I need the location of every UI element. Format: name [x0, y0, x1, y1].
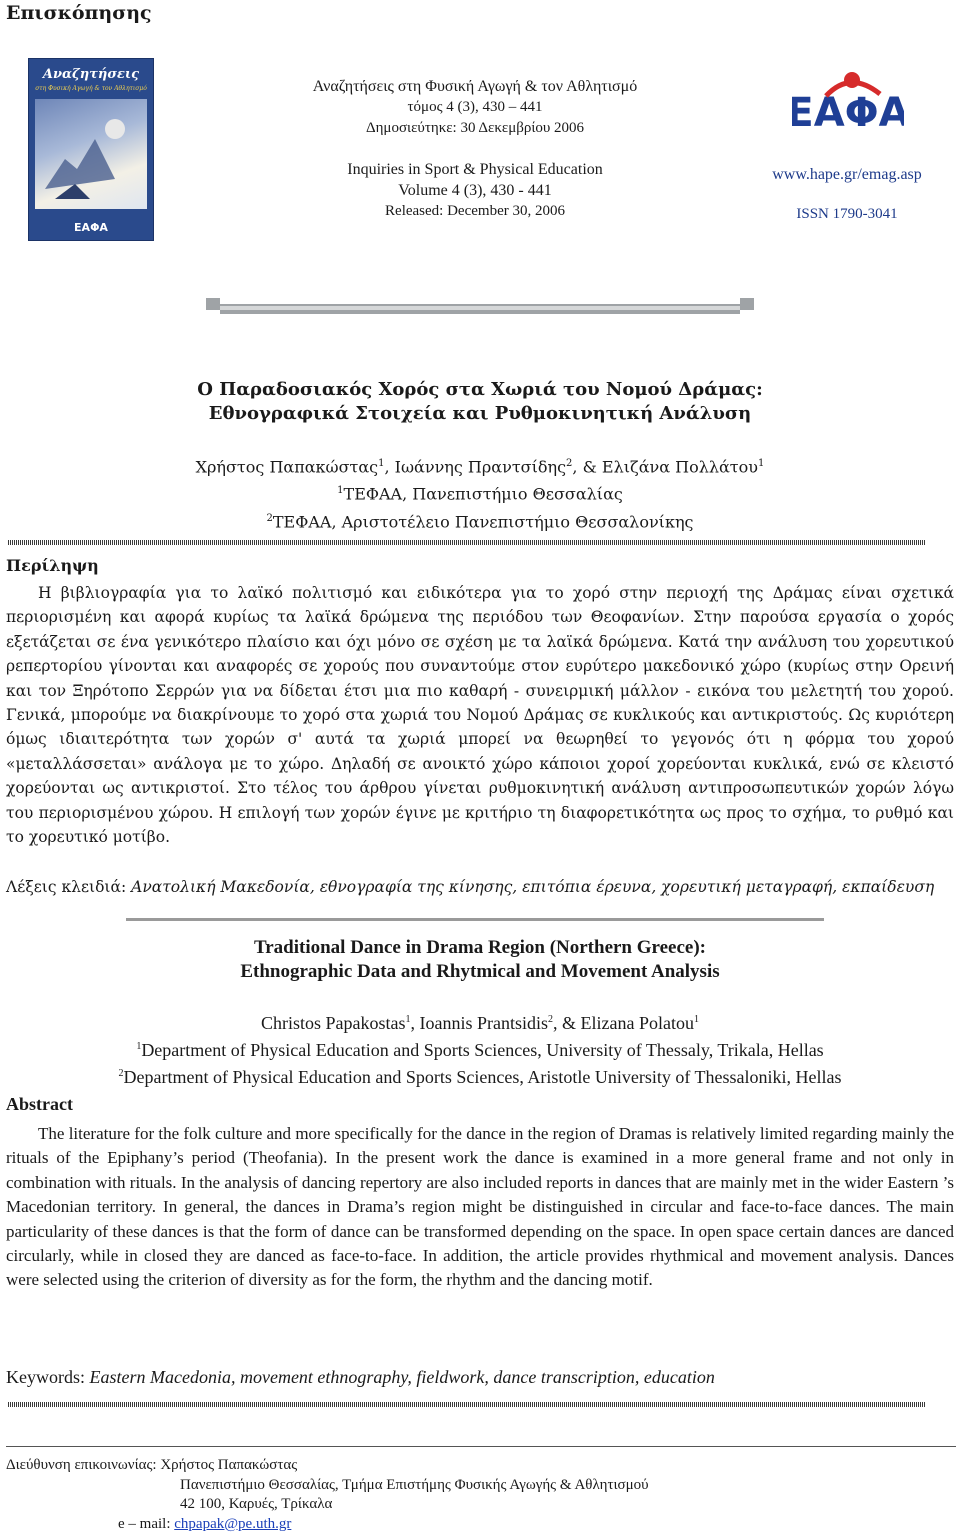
journal-en-volume: Volume 4 (3), 430 - 441 — [398, 182, 552, 199]
cover-title: Αναζητήσεις — [42, 67, 140, 82]
journal-en-name: Inquiries in Sport & Physical Education — [347, 161, 603, 178]
contact-line-1: Πανεπιστήμιο Θεσσαλίας, Τμήμα Επιστήμης Φυσικής Αγωγής & Αθλητισμού — [180, 1476, 649, 1493]
contact-line-2: 42 100, Καρυές, Τρίκαλα — [180, 1496, 333, 1512]
english-abstract-heading: Abstract — [6, 1094, 73, 1114]
english-authors-block — [0, 1008, 960, 1089]
page-header-title: Επισκόπησης — [6, 2, 152, 24]
email-label: e – mail: — [118, 1515, 171, 1532]
ornamental-divider — [200, 292, 760, 322]
cover-subtitle: στη Φυσική Αγωγή & τον Αθλητισμό — [35, 85, 147, 92]
english-affiliation-2: $^2$Department of Physical Education and Sports Sciences, Aristotle University of Thessaloniki, Hellas — [118, 1067, 842, 1087]
english-keywords — [6, 1367, 715, 1388]
english-keywords-label: Keywords: — [6, 1367, 85, 1387]
greek-title — [0, 378, 960, 426]
greek-affiliation-2: $^2$ΤΕΦΑΑ, Αριστοτέλειο Πανεπιστήμιο Θεσσαλονίκης — [266, 511, 694, 531]
english-author-3: Elizana Polatou — [580, 1013, 694, 1033]
greek-authors-block — [0, 452, 960, 534]
english-title-line1: Traditional Dance in Drama Region (Northern Greece): — [253, 937, 707, 958]
contact-block — [6, 1456, 649, 1534]
english-affiliation-1: $^1$Department of Physical Education and Sports Sciences, University of Thessaly, Trikala, Hellas — [136, 1040, 824, 1060]
greek-author-2: Ιωάννης Πραντσίδης — [394, 457, 567, 477]
greek-abstract-text: Η βιβλιογραφία για το λαϊκό πολιτισμό και ειδικότερα για το χορό στην περιοχή της Δράμας είναι σχετικά περιορισμένη και αφορά κυρίως τα λαϊκά δρώμενα της περιόδου των Θεοφανίων. Στην παρούσα εργασία ο χορός εξετάζεται σε ένα γενικότερο πλαίσιο και όχι μόνο σε σχέση με τα λαϊκά δρώμενα. Κατά την ανάλυση του χορευτικού ρεπερτορίου γίνονται και αναφορές σε χορούς που συναντούμε στον ευρύτερο μακεδονικό χώρο (κυρίως στην Ορεινή και τον Ξηρότοπο Σερρών για να δίδεται έτσι μια πιο καθαρή - συνειρμική μάλλον - εικόνα του μελετητή του χορού. Γενικά, μπορούμε να διακρίνουμε το χορό στα χωριά του Νομού Δράμας σε κυκλικούς και αντικριστούς. Ως κυριότερη όμως ιδιαιτερότητα των χορών σ' αυτά τα χωριά μπορεί να θεωρηθεί το γεγονός ότι η φόρμα του χορού «μεταλλάσσεται» ανάλογα με το χώρο. Δηλαδή σε ανοικτό χώρο κάποιοι χοροί χορεύονται κυκλικά, ενώ σε κλειστό χορεύονται ως αντικριστοί. Στο τέλος του άρθρου γίνεται ρυθμοκινητική ανάλυση αντιπροσωπευτικών χορών λόγω του περιορισμένου χώρου. Η επιλογή των χορών έγινε με κριτήριο τη διαφορετικότητα ως προς το σχήμα, το ρυθμό και το χορευτικό μοτίβο. — [6, 584, 954, 847]
english-authors: Christos Papakostas$^1$, Ioannis Prantsidis$^2$, & Elizana Polatou$^1$ — [261, 1013, 699, 1033]
contact-label: Διεύθυνση επικοινωνίας: Χρήστος Παπακώστας — [6, 1457, 298, 1473]
email-link[interactable]: chpapak@pe.uth.gr — [174, 1515, 292, 1532]
english-abstract-text: The literature for the folk culture and more specifically for the dance in the region of Dramas is relatively limited regarding mainly the rituals of the Epiphany’s period (Theofania). In the present work the dance is examined in a more general frame and not only in combination with rituals. In the analysis of dancing repertory are also included reports in dances that are mainly met in the wider Eastern ’s Macedonian territory. In general, the dances in Drama’s region might be distinguished in circular and face-to-face dances. The main particularity of these dances is that the form of dance can be transformed depending on the space. In open space certain dances are danced circularly, while in closed they are danced as face-to-face. In addition, the article provides rhythmical and movement analysis. Dances were selected using the criterion of diversity as for the form, the rhythm and the dancing motif. — [6, 1124, 954, 1290]
journal-gr-released: Δημοσιεύτηκε: 30 Δεκεμβρίου 2006 — [365, 120, 585, 136]
greek-title-line1: Ο Παραδοσιακός Χορός στα Χωριά του Νομού Δράμας: — [197, 379, 763, 400]
journal-en-released: Released: December 30, 2006 — [385, 203, 565, 219]
contact-email-row — [6, 1515, 649, 1535]
logo-text: ΕΑΦΑ — [792, 90, 904, 136]
greek-keywords — [6, 878, 954, 896]
greek-author-3: Ελιζάνα Πολλάτου — [601, 457, 758, 477]
section-divider — [126, 918, 824, 921]
cover-footer: ΕΑΦΑ — [74, 221, 108, 234]
english-title — [0, 936, 960, 984]
dotted-separator-bottom — [8, 1402, 926, 1407]
greek-authors: Χρήστος Παπακώστας$^1$, Ιωάννης Πραντσίδης$^2$, & Ελιζάνα Πολλάτου$^1$ — [195, 457, 765, 477]
english-title-line2: Ethnographic Data and Rhytmical and Movement Analysis — [240, 961, 720, 982]
journal-url-link[interactable]: www.hape.gr/emag.asp — [772, 166, 922, 183]
english-keywords-list: Eastern Macedonia, movement ethnography, fieldwork, dance transcription, education — [89, 1367, 715, 1387]
issn-label: ISSN 1790-3041 — [796, 206, 898, 222]
journal-gr-name: Αναζητήσεις στη Φυσική Αγωγή & τον Αθλητισμό — [312, 78, 638, 95]
english-author-1: Christos Papakostas — [261, 1013, 406, 1033]
journal-cover-image — [28, 58, 154, 241]
greek-abstract-heading: Περίληψη — [6, 556, 99, 575]
dotted-separator — [8, 540, 926, 545]
greek-affiliation-1: $^1$ΤΕΦΑΑ, Πανεπιστήμιο Θεσσαλίας — [337, 484, 623, 504]
journal-gr-volume: τόμος 4 (3), 430 – 441 — [407, 99, 543, 115]
eafa-logo — [792, 68, 904, 152]
journal-info — [270, 76, 680, 222]
greek-title-line2: Εθνογραφικά Στοιχεία και Ρυθμοκινητική Ανάλυση — [208, 403, 752, 424]
footer-rule — [6, 1446, 956, 1447]
greek-keywords-label: Λέξεις κλειδιά: — [6, 878, 127, 896]
greek-keywords-list: Ανατολική Μακεδονία, εθνογραφία της κίνησης, επιτόπια έρευνα, χορευτική μεταγραφή, εκπαίδευση — [131, 878, 935, 896]
greek-author-1: Χρήστος Παπακώστας — [195, 457, 379, 477]
cover-artwork — [35, 99, 147, 209]
english-author-2: Ioannis Prantsidis — [419, 1013, 549, 1033]
